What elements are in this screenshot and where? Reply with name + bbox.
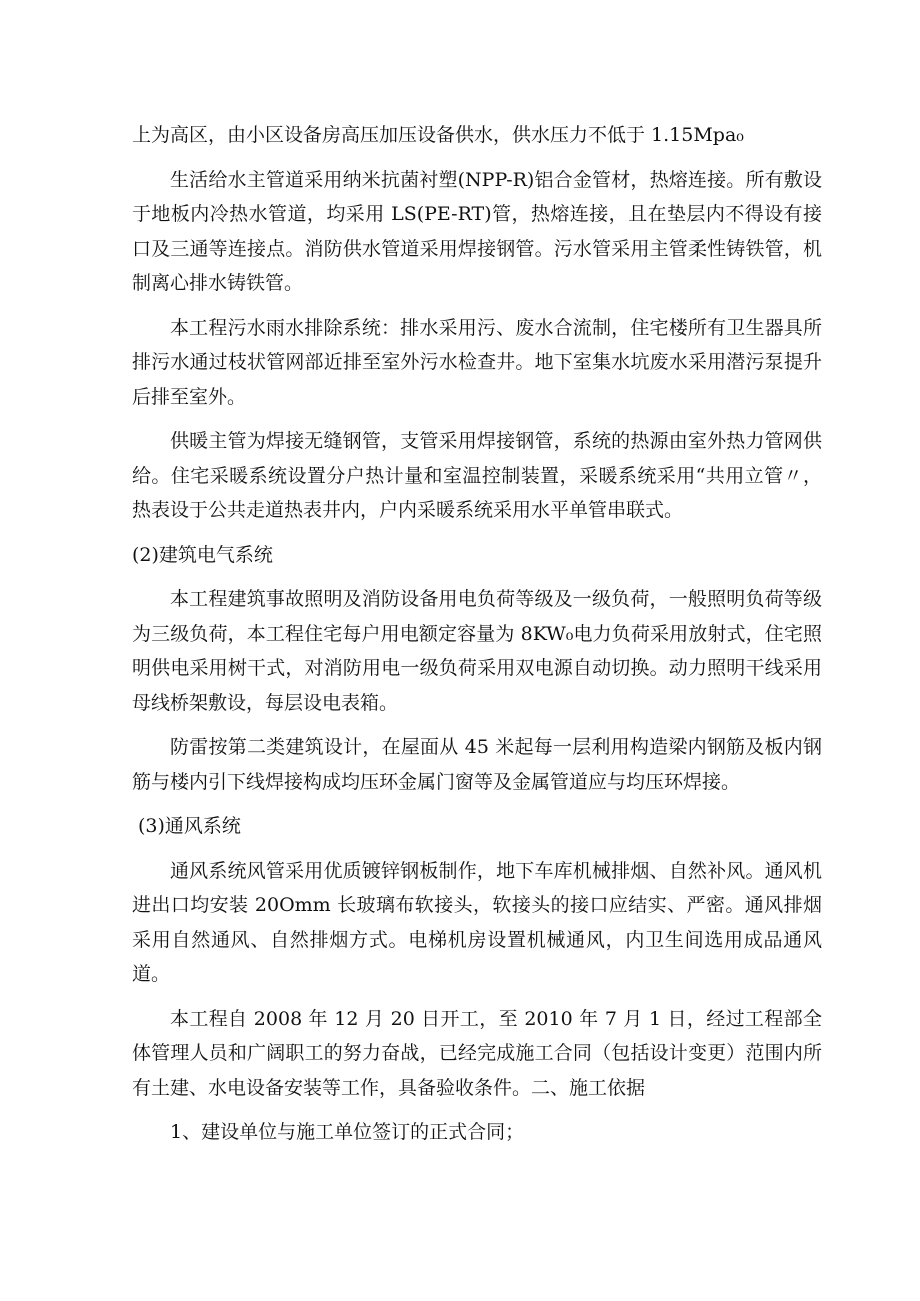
paragraph-construction-summary: 本工程自 2008 年 12 月 20 日开工，至 2010 年 7 月 1 日，经过工程部全体管理人员和广阔职工的努力奋战，已经完成施工合同（包括设计变更）范围内所有土建、水电设备安装等工作，具备验收条件。二、施工依据 — [132, 1007, 822, 1099]
paragraph-heating-system: 供暖主管为焊接无缝钢管，支管采用焊接钢管，系统的热源由室外热力管网供给。住宅采暖系统设置分户热计量和室温控制装置，采暖系统采用“共用立管〃，热表设于公共走道热表井内，户内采暖系统采用水平单管串联式。 — [132, 430, 822, 521]
section-heading-ventilation: (3)通风系统 — [138, 815, 241, 837]
paragraph-water-supply-pressure: 上为高区，由小区设备房高压加压设备供水，供水压力不低于 1.15Mpa₀ — [132, 124, 744, 146]
paragraph-electrical-load: 本工程建筑事故照明及消防设备用电负荷等级及一级负荷，一般照明负荷等级为三级负荷，本工程住宅每户用电额定容量为 8KW₀电力负荷采用放射式，住宅照明供电采用树干式，对消防用电一级负荷采用双电源自动切换。动力照明干线采用母线桥架敷设，每层设电表箱。 — [132, 588, 822, 714]
paragraph-water-pipes: 生活给水主管道采用纳米抗菌衬塑(NPP-R)铝合金管材，热熔连接。所有敷设于地板内冷热水管道，均采用 LS(PE-RT)管，热熔连接，且在垫层内不得设有接口及三通等连接点。消防供水管道采用焊接钢管。污水管采用主管柔性铸铁管，机制离心排水铸铁管。 — [132, 168, 822, 294]
section-heading-electrical: (2)建筑电气系统 — [132, 543, 273, 566]
paragraph-lightning-protection: 防雷按第二类建筑设计，在屋面从 45 米起每一层利用构造梁内钢筋及板内钢筋与楼内引下线焊接构成均压环金属门窗等及金属管道应与均压环焊接。 — [132, 736, 822, 793]
list-item-contract: 1、建设单位与施工单位签订的正式合同； — [170, 1121, 525, 1143]
paragraph-drainage-system: 本工程污水雨水排除系统：排水采用污、废水合流制，住宅楼所有卫生器具所排污水通过枝状管网部近排至室外污水检查井。地下室集水坑废水采用潜污泵提升后排至室外。 — [132, 316, 822, 408]
paragraph-ventilation: 通风系统风管采用优质镀锌钢板制作，地下车库机械排烟、自然补风。通风机进出口均安装 20Omm 长玻璃布软接头，软接头的接口应结实、严密。通风排烟采用自然通风、自然排烟方式。电梯机房设置机械通风，内卫生间选用成品通风道。 — [132, 859, 822, 985]
document-body — [132, 118, 822, 1150]
